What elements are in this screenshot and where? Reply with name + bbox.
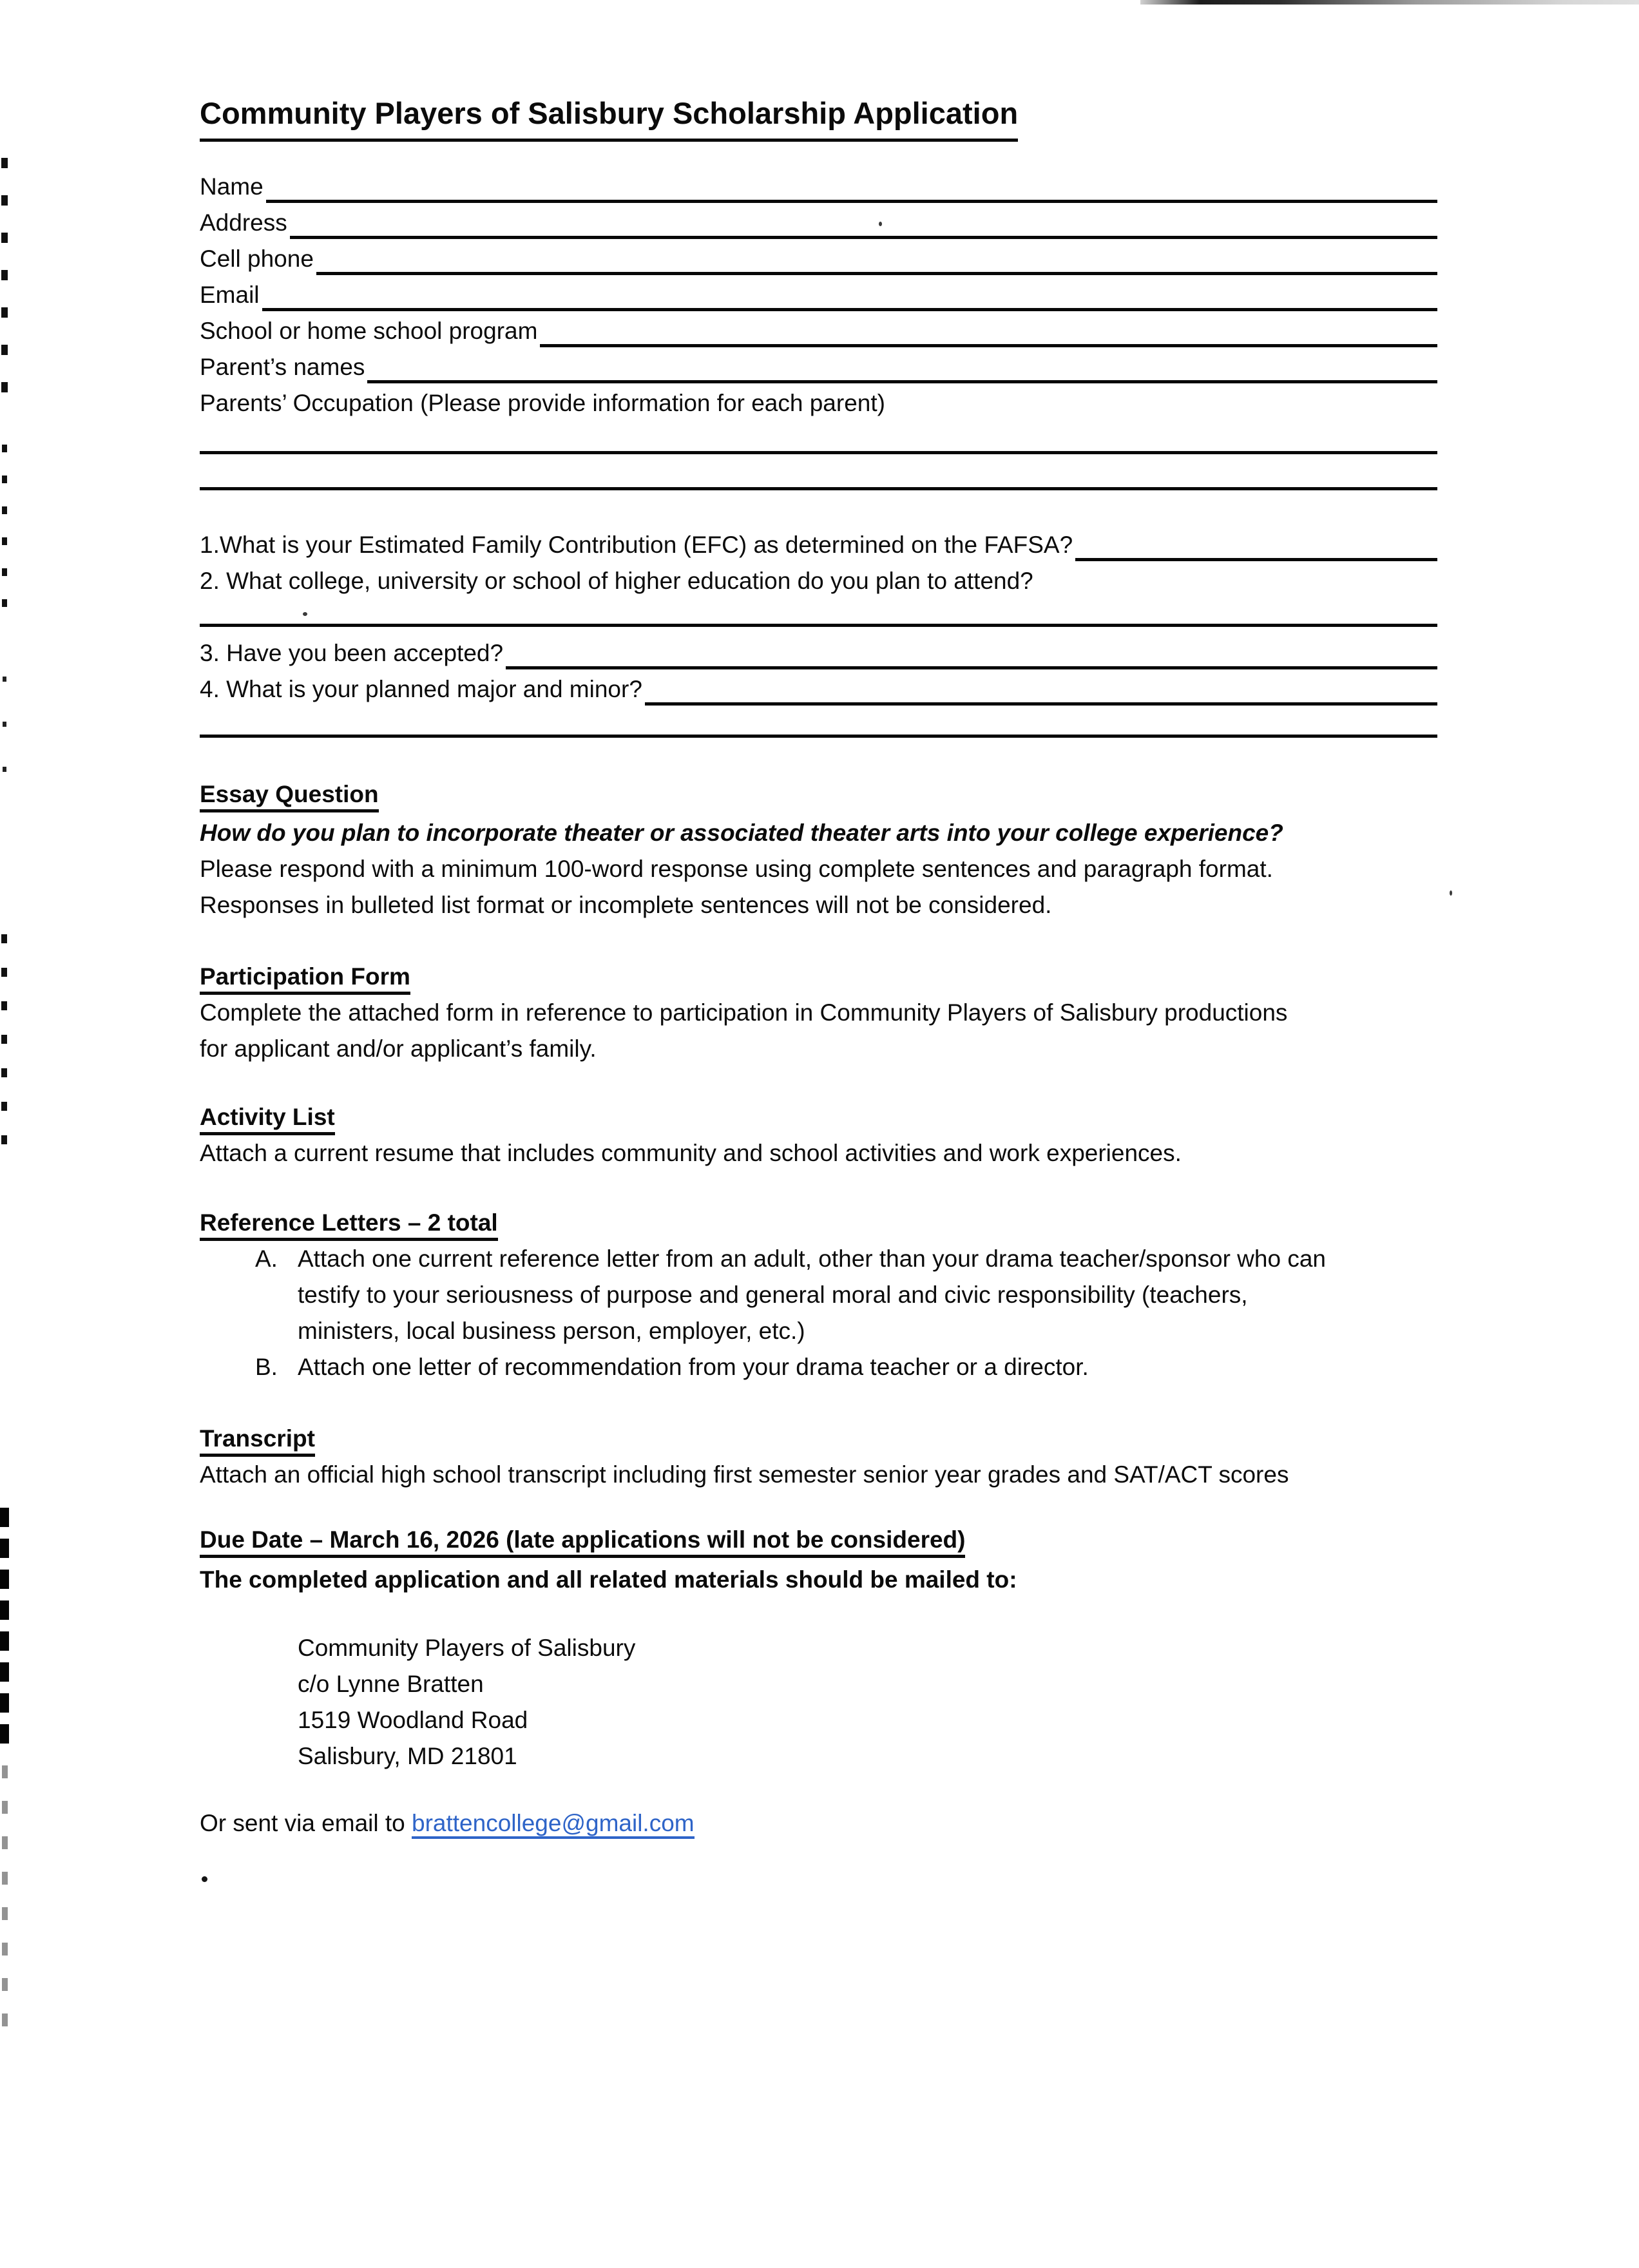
- question-label-3: 3. Have you been accepted?: [200, 640, 504, 666]
- due-date-section: [200, 1522, 965, 1558]
- question-label-1: 1.What is your Estimated Family Contribution (EFC) as determined on the FAFSA?: [200, 532, 1073, 558]
- question-row-4: [200, 671, 1437, 707]
- participation-body-line: Complete the attached form in reference to participation in Community Players of Salisbury productions: [200, 999, 1288, 1026]
- reference-item-a-line: ministers, local business person, employer, etc.): [298, 1318, 805, 1344]
- writing-line: [200, 735, 1437, 738]
- mailing-address-line: Community Players of Salisbury: [298, 1635, 636, 1661]
- reference-item-a-line: testify to your seriousness of purpose and general moral and civic responsibility (teachers,: [298, 1282, 1248, 1308]
- field-line-parents-names: [367, 349, 1437, 383]
- mailing-address-line: 1519 Woodland Road: [298, 1707, 528, 1733]
- field-row-cell-phone: [200, 241, 1437, 277]
- activity-heading: Activity List: [200, 1104, 335, 1135]
- essay-question: How do you plan to incorporate theater or associated theater arts into your college experience?: [200, 820, 1283, 846]
- field-label-name: Name: [200, 173, 264, 200]
- reference-item-a: [255, 1241, 1326, 1349]
- reference-item-a-text: [298, 1241, 1326, 1349]
- mailing-address-line: Salisbury, MD 21801: [298, 1743, 517, 1769]
- writing-line: [200, 451, 1437, 454]
- scan-speck: [303, 612, 307, 616]
- scan-speck: [1450, 890, 1452, 896]
- reference-item-a-line: Attach one current reference letter from an adult, other than your drama teacher/sponsor who can: [298, 1245, 1326, 1272]
- field-line-email: [262, 277, 1437, 311]
- field-line-school: [540, 313, 1437, 347]
- activity-body: Attach a current resume that includes community and school activities and work experiences.: [200, 1140, 1182, 1166]
- question-row-2: [200, 563, 1437, 599]
- essay-instructions-line: Responses in bulleted list format or incomplete sentences will not be considered.: [200, 892, 1052, 918]
- field-label-email: Email: [200, 282, 260, 308]
- scan-artifact-top-streak: [1140, 0, 1639, 5]
- field-row-parents-occupation: [200, 385, 1437, 421]
- field-row-address: [200, 205, 1437, 241]
- mailing-address: [298, 1630, 635, 1774]
- question-label-2: 2. What college, university or school of higher education do you plan to attend?: [200, 568, 1033, 594]
- reference-item-b-text: [298, 1349, 1089, 1385]
- participation-body-line: for applicant and/or applicant’s family.: [200, 1035, 597, 1062]
- scan-artifact-left-edge: [1, 158, 8, 416]
- field-label-address: Address: [200, 209, 287, 236]
- question-row-3: [200, 635, 1437, 671]
- stray-period-mark: [202, 1876, 207, 1882]
- field-label-parents-names: Parent’s names: [200, 354, 365, 380]
- question-line-3: [506, 635, 1437, 669]
- writing-line: [200, 624, 1437, 627]
- email-link[interactable]: brattencollege@gmail.com: [412, 1810, 695, 1839]
- mailing-address-line: c/o Lynne Bratten: [298, 1671, 484, 1697]
- field-row-school: [200, 313, 1437, 349]
- field-label-parents-occupation: Parents’ Occupation (Please provide information for each parent): [200, 390, 885, 416]
- field-label-cell-phone: Cell phone: [200, 245, 314, 272]
- participation-heading: Participation Form: [200, 963, 410, 995]
- question-line-1: [1075, 527, 1437, 561]
- due-date-heading: Due Date – March 16, 2026 (late applications will not be considered): [200, 1526, 965, 1558]
- field-row-parents-names: [200, 349, 1437, 385]
- reference-item-b-marker: B.: [255, 1354, 278, 1380]
- question-label-4: 4. What is your planned major and minor?: [200, 676, 642, 702]
- transcript-body: Attach an official high school transcript including first semester senior year grades and SAT/ACT scores: [200, 1461, 1289, 1488]
- page-title: Community Players of Salisbury Scholarship Application: [200, 94, 1018, 142]
- field-line-address: [290, 205, 1437, 239]
- field-line-cell-phone: [316, 241, 1437, 275]
- scan-artifact-left-edge: [2, 1765, 8, 2049]
- email-line-prefix: Or sent via email to: [200, 1810, 412, 1836]
- references-section: [200, 1205, 498, 1241]
- reference-item-b: [255, 1349, 1089, 1385]
- writing-line: [200, 487, 1437, 490]
- scan-artifact-left-edge: [2, 445, 7, 625]
- participation-section: [200, 959, 410, 995]
- reference-item-b-line: Attach one letter of recommendation from your drama teacher or a director.: [298, 1354, 1089, 1380]
- activity-section: [200, 1099, 335, 1135]
- field-row-email: [200, 277, 1437, 313]
- scan-artifact-left-edge: [1, 934, 7, 1153]
- essay-instructions-line: Please respond with a minimum 100-word response using complete sentences and paragraph format.: [200, 856, 1273, 882]
- question-line-4: [645, 671, 1437, 706]
- due-date-note: The completed application and all related materials should be mailed to:: [200, 1566, 1017, 1593]
- field-line-name: [266, 169, 1437, 203]
- email-line: [200, 1805, 695, 1841]
- scan-artifact-left-edge: [3, 677, 6, 780]
- scan-artifact-left-edge: [0, 1508, 9, 1746]
- transcript-section: [200, 1421, 315, 1457]
- transcript-heading: Transcript: [200, 1425, 315, 1457]
- references-heading: Reference Letters – 2 total: [200, 1209, 498, 1241]
- field-row-name: [200, 169, 1437, 205]
- essay-section: [200, 776, 379, 812]
- question-row-1: [200, 527, 1437, 563]
- field-label-school: School or home school program: [200, 318, 538, 344]
- reference-item-a-marker: A.: [255, 1245, 278, 1272]
- essay-heading: Essay Question: [200, 781, 379, 812]
